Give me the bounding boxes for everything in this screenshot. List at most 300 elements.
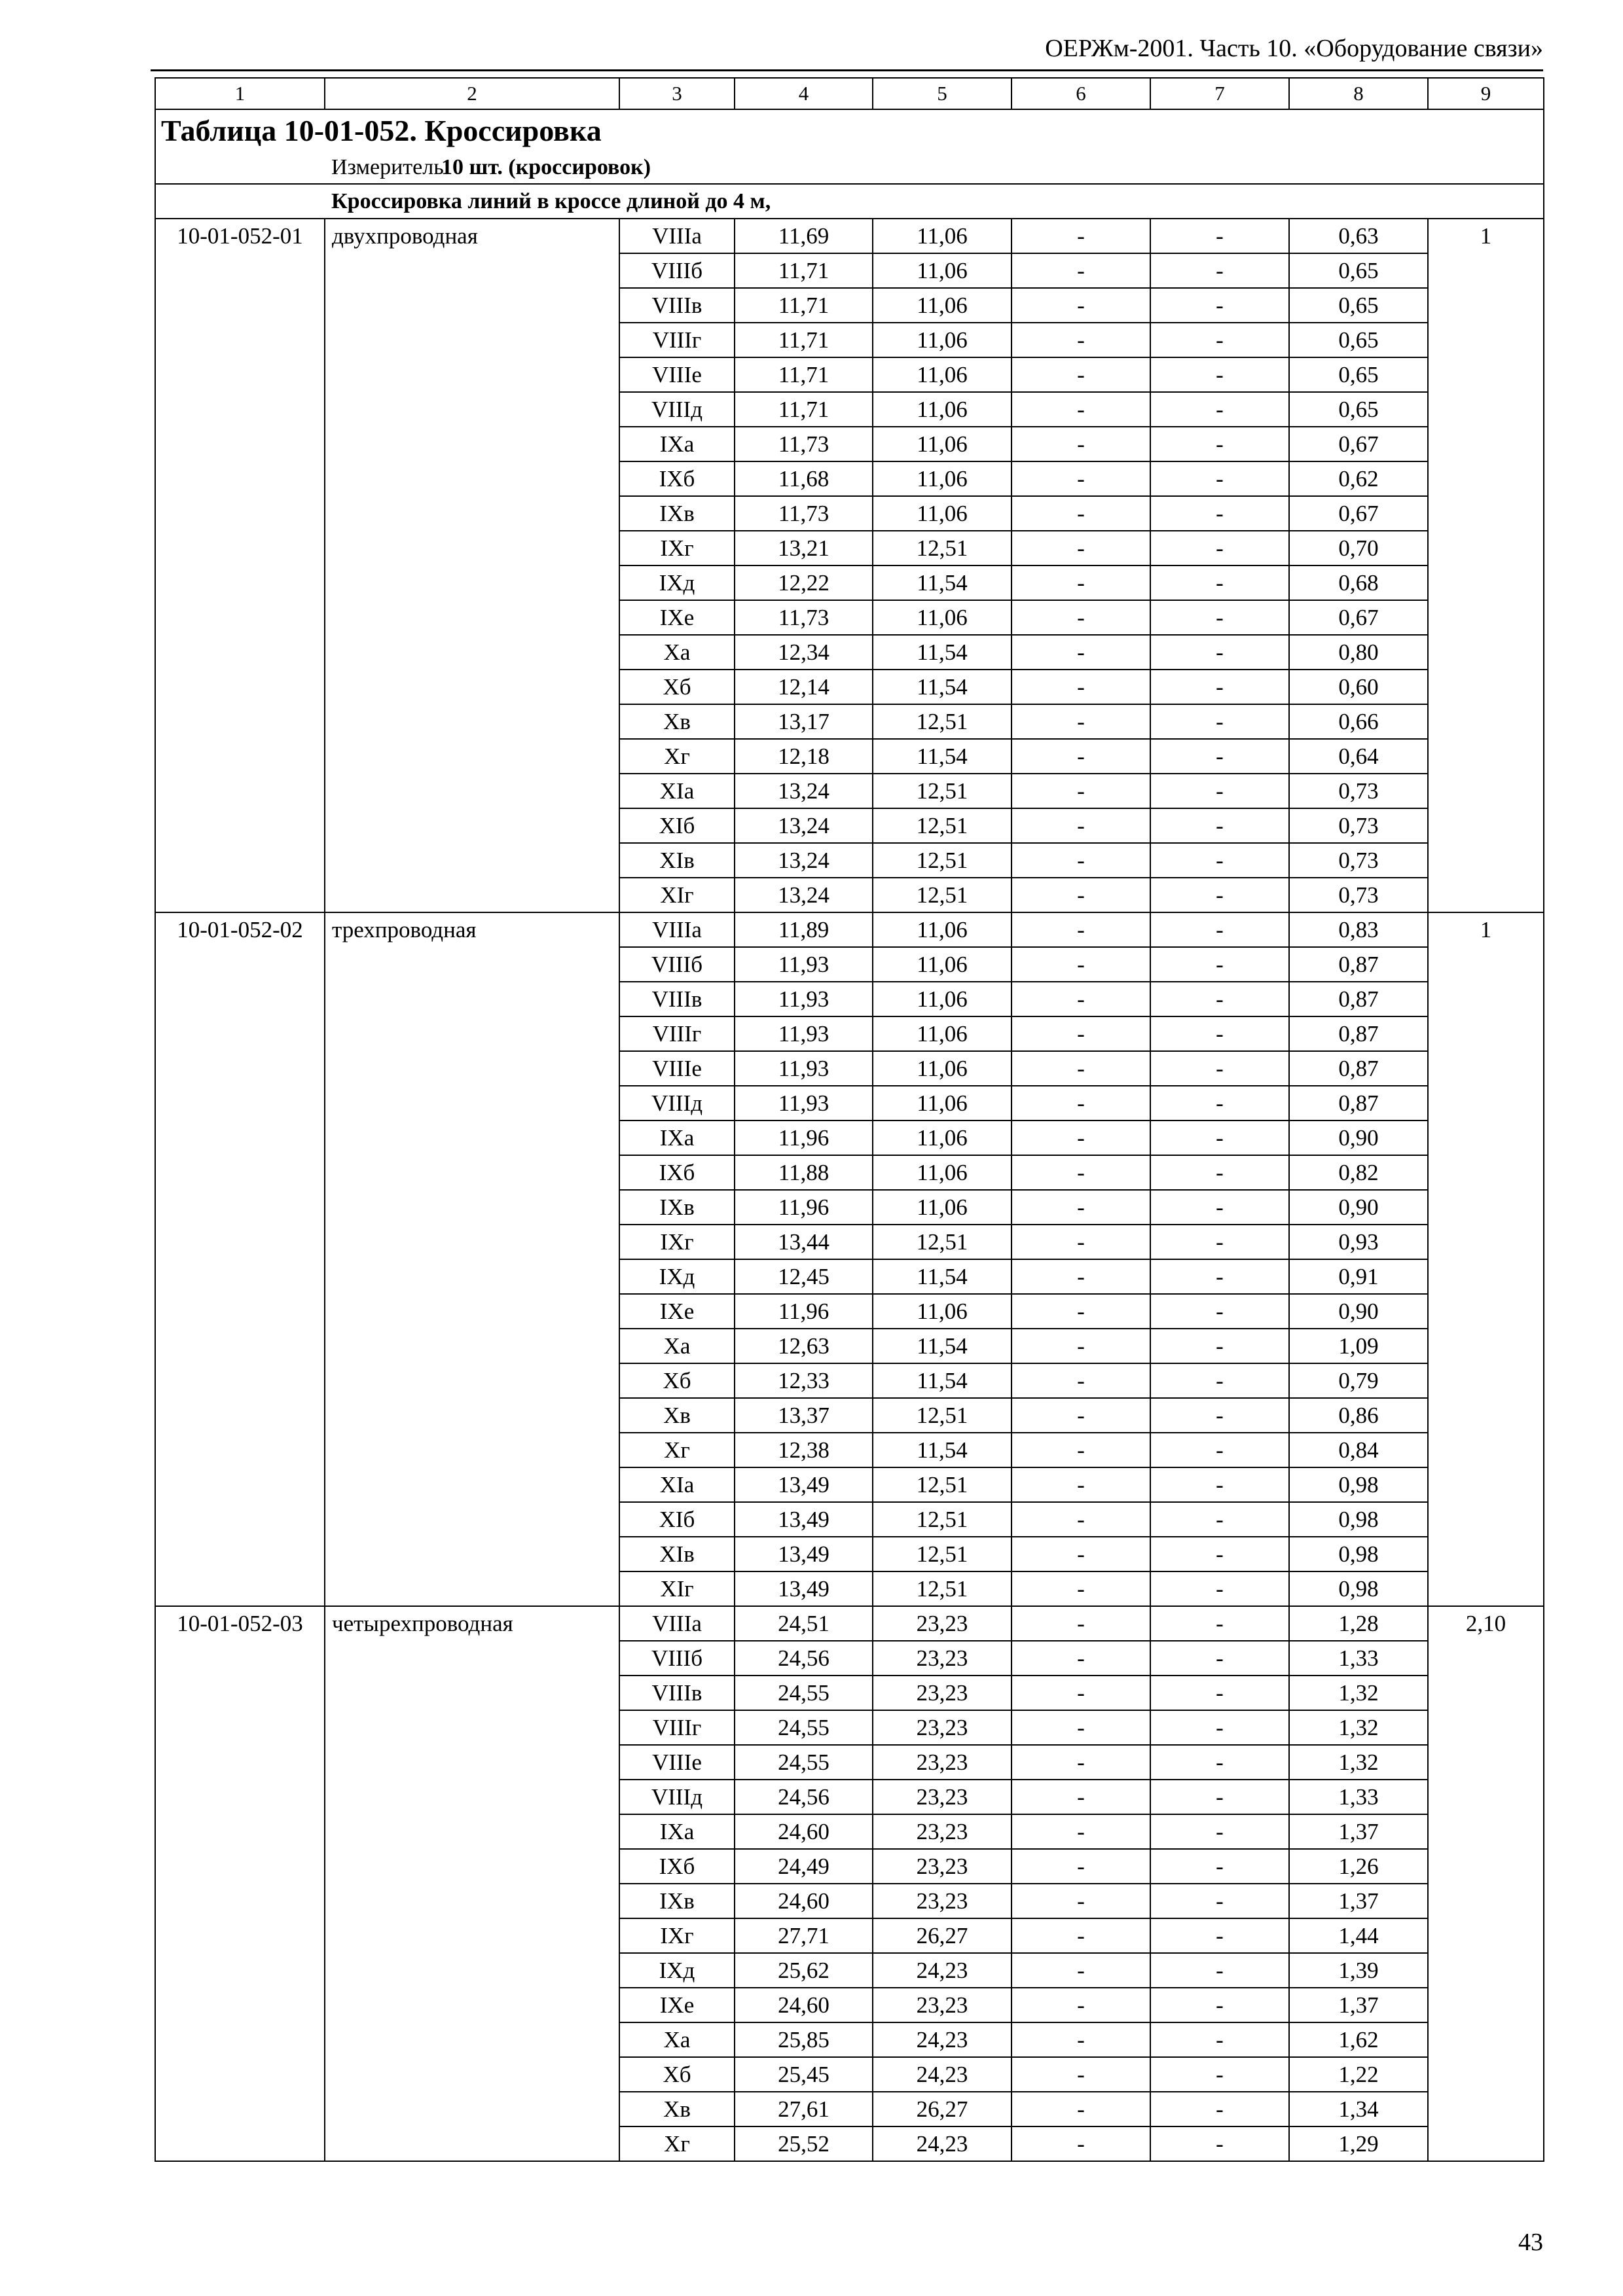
- value-col6: -: [1012, 253, 1150, 288]
- value-col7: -: [1150, 1016, 1289, 1051]
- value-col6: -: [1012, 357, 1150, 392]
- value-col8: 1,39: [1289, 1953, 1428, 1988]
- column-number: 6: [1012, 78, 1150, 109]
- item-name: двухпроводная: [325, 219, 619, 912]
- value-col8: 0,98: [1289, 1537, 1428, 1571]
- value-col7: -: [1150, 565, 1289, 600]
- value-col6: -: [1012, 1537, 1150, 1571]
- value-col6: -: [1012, 1502, 1150, 1537]
- value-col5: 11,06: [873, 219, 1012, 253]
- value-col8: 0,82: [1289, 1155, 1428, 1190]
- value-col7: -: [1150, 1953, 1289, 1988]
- value-col7: -: [1150, 1259, 1289, 1294]
- table-title: Таблица 10-01-052. Кроссировка: [155, 109, 1544, 152]
- value-col7: -: [1150, 843, 1289, 878]
- value-col8: 0,98: [1289, 1502, 1428, 1537]
- value-col7: -: [1150, 1398, 1289, 1433]
- value-col8: 0,87: [1289, 947, 1428, 982]
- category-cell: VIIIв: [619, 288, 735, 323]
- value-col6: -: [1012, 1086, 1150, 1121]
- value-col8: 1,37: [1289, 1988, 1428, 2022]
- value-col4: 13,49: [735, 1537, 873, 1571]
- value-col8: 0,65: [1289, 392, 1428, 427]
- value-col8: 1,37: [1289, 1814, 1428, 1849]
- value-col4: 25,52: [735, 2126, 873, 2161]
- value-col5: 12,51: [873, 808, 1012, 843]
- value-col4: 11,71: [735, 392, 873, 427]
- value-col8: 0,64: [1289, 739, 1428, 774]
- value-col8: 0,65: [1289, 323, 1428, 357]
- item-name: трехпроводная: [325, 912, 619, 1606]
- value-col6: -: [1012, 1849, 1150, 1884]
- value-col6: -: [1012, 1363, 1150, 1398]
- value-col5: 12,51: [873, 843, 1012, 878]
- value-col7: -: [1150, 1780, 1289, 1814]
- value-col8: 1,32: [1289, 1676, 1428, 1710]
- value-col9: 2,10: [1428, 1606, 1544, 2161]
- value-col7: -: [1150, 1121, 1289, 1155]
- category-cell: Xб: [619, 2057, 735, 2092]
- value-col8: 0,87: [1289, 1086, 1428, 1121]
- value-col6: -: [1012, 1329, 1150, 1363]
- value-col7: -: [1150, 704, 1289, 739]
- value-col4: 12,45: [735, 1259, 873, 1294]
- value-col7: -: [1150, 1329, 1289, 1363]
- value-col6: -: [1012, 2092, 1150, 2126]
- value-col7: -: [1150, 1155, 1289, 1190]
- table-row: [155, 1606, 1544, 1641]
- value-col7: -: [1150, 461, 1289, 496]
- value-col8: 0,87: [1289, 982, 1428, 1016]
- category-cell: VIIIе: [619, 1051, 735, 1086]
- value-col4: 11,89: [735, 912, 873, 947]
- value-col7: -: [1150, 1814, 1289, 1849]
- value-col7: -: [1150, 2126, 1289, 2161]
- value-col6: -: [1012, 461, 1150, 496]
- category-cell: VIIIа: [619, 912, 735, 947]
- unit-value: 10 шт. (кроссировок): [441, 155, 651, 179]
- value-col4: 11,93: [735, 1051, 873, 1086]
- category-cell: IXв: [619, 1190, 735, 1225]
- value-col7: -: [1150, 219, 1289, 253]
- column-number: 9: [1428, 78, 1544, 109]
- value-col7: -: [1150, 1225, 1289, 1259]
- value-col6: -: [1012, 565, 1150, 600]
- value-col5: 11,54: [873, 1329, 1012, 1363]
- value-col8: 0,90: [1289, 1294, 1428, 1329]
- value-col4: 13,24: [735, 808, 873, 843]
- value-col4: 11,73: [735, 427, 873, 461]
- item-name: четырехпроводная: [325, 1606, 619, 2161]
- value-col7: -: [1150, 1537, 1289, 1571]
- value-col7: -: [1150, 2092, 1289, 2126]
- category-cell: IXе: [619, 1988, 735, 2022]
- value-col8: 1,33: [1289, 1641, 1428, 1676]
- value-col6: -: [1012, 1051, 1150, 1086]
- value-col8: 0,83: [1289, 912, 1428, 947]
- category-cell: Xб: [619, 1363, 735, 1398]
- category-cell: IXб: [619, 461, 735, 496]
- value-col5: 11,06: [873, 392, 1012, 427]
- value-col7: -: [1150, 1086, 1289, 1121]
- category-cell: IXе: [619, 1294, 735, 1329]
- value-col5: 11,06: [873, 288, 1012, 323]
- value-col7: -: [1150, 982, 1289, 1016]
- value-col5: 23,23: [873, 1780, 1012, 1814]
- value-col4: 13,24: [735, 774, 873, 808]
- value-col5: 23,23: [873, 1676, 1012, 1710]
- value-col8: 0,70: [1289, 531, 1428, 565]
- value-col6: -: [1012, 912, 1150, 947]
- value-col7: -: [1150, 808, 1289, 843]
- value-col7: -: [1150, 1571, 1289, 1606]
- value-col8: 0,90: [1289, 1121, 1428, 1155]
- value-col4: 12,14: [735, 670, 873, 704]
- category-cell: IXе: [619, 600, 735, 635]
- unit-cell: [155, 152, 1544, 184]
- item-code: 10-01-052-03: [155, 1606, 325, 2161]
- value-col6: -: [1012, 392, 1150, 427]
- value-col8: 1,28: [1289, 1606, 1428, 1641]
- value-col6: -: [1012, 982, 1150, 1016]
- value-col5: 11,06: [873, 1190, 1012, 1225]
- value-col6: -: [1012, 1121, 1150, 1155]
- category-cell: Xг: [619, 739, 735, 774]
- value-col4: 12,34: [735, 635, 873, 670]
- unit-label: Измеритель:: [331, 155, 450, 179]
- value-col6: -: [1012, 774, 1150, 808]
- value-col7: -: [1150, 2022, 1289, 2057]
- value-col4: 11,68: [735, 461, 873, 496]
- value-col4: 24,51: [735, 1606, 873, 1641]
- value-col6: -: [1012, 1398, 1150, 1433]
- value-col7: -: [1150, 2057, 1289, 2092]
- value-col9: 1: [1428, 912, 1544, 1606]
- value-col6: -: [1012, 2022, 1150, 2057]
- value-col8: 0,79: [1289, 1363, 1428, 1398]
- value-col5: 11,06: [873, 427, 1012, 461]
- category-cell: VIIIа: [619, 1606, 735, 1641]
- value-col4: 25,45: [735, 2057, 873, 2092]
- category-cell: Xв: [619, 1398, 735, 1433]
- value-col6: -: [1012, 1294, 1150, 1329]
- value-col6: -: [1012, 1953, 1150, 1988]
- category-cell: VIIIг: [619, 1710, 735, 1745]
- column-number: 3: [619, 78, 735, 109]
- value-col8: 0,62: [1289, 461, 1428, 496]
- value-col7: -: [1150, 288, 1289, 323]
- category-cell: XIа: [619, 774, 735, 808]
- value-col4: 11,96: [735, 1294, 873, 1329]
- value-col6: -: [1012, 808, 1150, 843]
- value-col6: -: [1012, 947, 1150, 982]
- value-col7: -: [1150, 1606, 1289, 1641]
- value-col4: 24,56: [735, 1780, 873, 1814]
- value-col5: 23,23: [873, 1988, 1012, 2022]
- value-col6: -: [1012, 1745, 1150, 1780]
- value-col8: 0,65: [1289, 288, 1428, 323]
- value-col4: 24,60: [735, 1988, 873, 2022]
- running-header: ОЕРЖм-2001. Часть 10. «Оборудование связи»: [1045, 35, 1543, 62]
- value-col8: 0,67: [1289, 427, 1428, 461]
- category-cell: IXд: [619, 1259, 735, 1294]
- value-col5: 11,54: [873, 739, 1012, 774]
- value-col8: 0,98: [1289, 1571, 1428, 1606]
- value-col7: -: [1150, 635, 1289, 670]
- value-col4: 11,96: [735, 1121, 873, 1155]
- value-col7: -: [1150, 1641, 1289, 1676]
- value-col8: 1,34: [1289, 2092, 1428, 2126]
- value-col8: 0,80: [1289, 635, 1428, 670]
- value-col7: -: [1150, 1884, 1289, 1918]
- value-col7: -: [1150, 739, 1289, 774]
- value-col6: -: [1012, 1571, 1150, 1606]
- value-col4: 11,88: [735, 1155, 873, 1190]
- value-col8: 0,66: [1289, 704, 1428, 739]
- category-cell: Xв: [619, 2092, 735, 2126]
- value-col4: 24,60: [735, 1814, 873, 1849]
- value-col4: 27,61: [735, 2092, 873, 2126]
- value-col5: 24,23: [873, 1953, 1012, 1988]
- value-col7: -: [1150, 1849, 1289, 1884]
- value-col6: -: [1012, 427, 1150, 461]
- value-col8: 1,32: [1289, 1745, 1428, 1780]
- value-col5: 11,54: [873, 565, 1012, 600]
- category-cell: IXг: [619, 1918, 735, 1953]
- value-col5: 12,51: [873, 1537, 1012, 1571]
- value-col4: 12,63: [735, 1329, 873, 1363]
- value-col6: -: [1012, 670, 1150, 704]
- value-col4: 13,24: [735, 878, 873, 912]
- value-col5: 11,06: [873, 1086, 1012, 1121]
- value-col5: 11,54: [873, 1363, 1012, 1398]
- value-col5: 24,23: [873, 2022, 1012, 2057]
- value-col6: -: [1012, 878, 1150, 912]
- value-col4: 24,49: [735, 1849, 873, 1884]
- value-col4: 11,96: [735, 1190, 873, 1225]
- value-col6: -: [1012, 1225, 1150, 1259]
- value-col7: -: [1150, 1294, 1289, 1329]
- category-cell: XIб: [619, 808, 735, 843]
- value-col8: 0,65: [1289, 253, 1428, 288]
- category-cell: XIб: [619, 1502, 735, 1537]
- value-col7: -: [1150, 774, 1289, 808]
- value-col4: 24,56: [735, 1641, 873, 1676]
- value-col5: 12,51: [873, 774, 1012, 808]
- value-col5: 11,06: [873, 982, 1012, 1016]
- category-cell: VIIIд: [619, 1780, 735, 1814]
- value-col4: 11,93: [735, 982, 873, 1016]
- category-cell: VIIIб: [619, 947, 735, 982]
- value-col5: 11,06: [873, 1121, 1012, 1155]
- category-cell: Xб: [619, 670, 735, 704]
- value-col4: 13,24: [735, 843, 873, 878]
- value-col6: -: [1012, 288, 1150, 323]
- category-cell: Xг: [619, 1433, 735, 1467]
- value-col7: -: [1150, 878, 1289, 912]
- value-col7: -: [1150, 496, 1289, 531]
- value-col8: 0,84: [1289, 1433, 1428, 1467]
- value-col6: -: [1012, 1433, 1150, 1467]
- category-cell: VIIIд: [619, 1086, 735, 1121]
- value-col5: 12,51: [873, 878, 1012, 912]
- category-cell: IXг: [619, 1225, 735, 1259]
- value-col5: 12,51: [873, 1467, 1012, 1502]
- category-cell: VIIIг: [619, 1016, 735, 1051]
- value-col8: 0,73: [1289, 808, 1428, 843]
- value-col5: 23,23: [873, 1849, 1012, 1884]
- value-col5: 11,06: [873, 947, 1012, 982]
- value-col5: 23,23: [873, 1745, 1012, 1780]
- value-col7: -: [1150, 1502, 1289, 1537]
- value-col5: 12,51: [873, 1571, 1012, 1606]
- value-col8: 0,91: [1289, 1259, 1428, 1294]
- value-col4: 11,71: [735, 323, 873, 357]
- category-cell: Xг: [619, 2126, 735, 2161]
- value-col4: 11,71: [735, 253, 873, 288]
- value-col4: 11,73: [735, 600, 873, 635]
- value-col5: 11,06: [873, 253, 1012, 288]
- value-col7: -: [1150, 1190, 1289, 1225]
- value-col4: 11,69: [735, 219, 873, 253]
- value-col4: 13,49: [735, 1571, 873, 1606]
- column-number: 4: [735, 78, 873, 109]
- category-cell: XIв: [619, 1537, 735, 1571]
- value-col5: 11,54: [873, 1433, 1012, 1467]
- value-col8: 0,67: [1289, 600, 1428, 635]
- value-col5: 11,06: [873, 1051, 1012, 1086]
- value-col4: 11,71: [735, 357, 873, 392]
- value-col6: -: [1012, 1780, 1150, 1814]
- category-cell: IXд: [619, 1953, 735, 1988]
- value-col7: -: [1150, 912, 1289, 947]
- value-col6: -: [1012, 1710, 1150, 1745]
- table-body: [155, 78, 1544, 2161]
- category-cell: VIIIб: [619, 1641, 735, 1676]
- value-col8: 1,44: [1289, 1918, 1428, 1953]
- value-col5: 11,06: [873, 461, 1012, 496]
- value-col4: 13,49: [735, 1502, 873, 1537]
- value-col6: -: [1012, 739, 1150, 774]
- category-cell: Xа: [619, 635, 735, 670]
- value-col6: -: [1012, 1016, 1150, 1051]
- value-col5: 26,27: [873, 1918, 1012, 1953]
- value-col6: -: [1012, 1155, 1150, 1190]
- table-row: [155, 219, 1544, 253]
- value-col5: 11,54: [873, 635, 1012, 670]
- value-col7: -: [1150, 1710, 1289, 1745]
- value-col7: -: [1150, 357, 1289, 392]
- value-col6: -: [1012, 1259, 1150, 1294]
- value-col7: -: [1150, 531, 1289, 565]
- value-col5: 11,06: [873, 600, 1012, 635]
- value-col8: 0,98: [1289, 1467, 1428, 1502]
- value-col4: 12,18: [735, 739, 873, 774]
- value-col4: 25,85: [735, 2022, 873, 2057]
- category-cell: Xа: [619, 2022, 735, 2057]
- value-col4: 12,38: [735, 1433, 873, 1467]
- value-col5: 11,06: [873, 496, 1012, 531]
- value-col8: 1,09: [1289, 1329, 1428, 1363]
- value-col8: 0,68: [1289, 565, 1428, 600]
- value-col6: -: [1012, 1467, 1150, 1502]
- category-cell: XIв: [619, 843, 735, 878]
- value-col6: -: [1012, 1814, 1150, 1849]
- value-col7: -: [1150, 253, 1289, 288]
- value-col7: -: [1150, 1918, 1289, 1953]
- column-number: 5: [873, 78, 1012, 109]
- category-cell: IXд: [619, 565, 735, 600]
- category-cell: VIIIд: [619, 392, 735, 427]
- category-cell: IXа: [619, 1121, 735, 1155]
- category-cell: VIIIг: [619, 323, 735, 357]
- value-col8: 1,29: [1289, 2126, 1428, 2161]
- value-col4: 13,21: [735, 531, 873, 565]
- value-col5: 11,54: [873, 1259, 1012, 1294]
- value-col4: 11,93: [735, 947, 873, 982]
- value-col6: -: [1012, 1676, 1150, 1710]
- value-col4: 13,49: [735, 1467, 873, 1502]
- value-col6: -: [1012, 1190, 1150, 1225]
- value-col5: 23,23: [873, 1884, 1012, 1918]
- value-col5: 12,51: [873, 1502, 1012, 1537]
- value-col5: 12,51: [873, 1225, 1012, 1259]
- value-col5: 23,23: [873, 1641, 1012, 1676]
- value-col8: 1,26: [1289, 1849, 1428, 1884]
- value-col7: -: [1150, 1467, 1289, 1502]
- value-col7: -: [1150, 323, 1289, 357]
- value-col8: 1,22: [1289, 2057, 1428, 2092]
- value-col7: -: [1150, 1676, 1289, 1710]
- value-col5: 11,06: [873, 912, 1012, 947]
- value-col5: 11,06: [873, 1294, 1012, 1329]
- unit-row: [155, 152, 1544, 184]
- item-code: 10-01-052-02: [155, 912, 325, 1606]
- value-col6: -: [1012, 1988, 1150, 2022]
- value-col5: 12,51: [873, 1398, 1012, 1433]
- page-number: 43: [1518, 2229, 1543, 2256]
- value-col5: 11,54: [873, 670, 1012, 704]
- category-cell: IXв: [619, 1884, 735, 1918]
- value-col7: -: [1150, 392, 1289, 427]
- value-col6: -: [1012, 843, 1150, 878]
- value-col5: 12,51: [873, 704, 1012, 739]
- value-col8: 0,73: [1289, 774, 1428, 808]
- column-number: 2: [325, 78, 619, 109]
- category-cell: VIIIе: [619, 1745, 735, 1780]
- value-col7: -: [1150, 600, 1289, 635]
- value-col7: -: [1150, 670, 1289, 704]
- value-col4: 11,93: [735, 1086, 873, 1121]
- value-col5: 24,23: [873, 2057, 1012, 2092]
- value-col8: 0,65: [1289, 357, 1428, 392]
- value-col6: -: [1012, 1918, 1150, 1953]
- value-col7: -: [1150, 947, 1289, 982]
- column-number: 8: [1289, 78, 1428, 109]
- value-col4: 12,22: [735, 565, 873, 600]
- value-col4: 24,55: [735, 1676, 873, 1710]
- value-col4: 27,71: [735, 1918, 873, 1953]
- value-col8: 0,90: [1289, 1190, 1428, 1225]
- value-col5: 23,23: [873, 1710, 1012, 1745]
- value-col7: -: [1150, 1745, 1289, 1780]
- category-cell: IXа: [619, 1814, 735, 1849]
- table-row: [155, 912, 1544, 947]
- estimate-table: [155, 77, 1544, 2162]
- column-number: 7: [1150, 78, 1289, 109]
- category-cell: VIIIа: [619, 219, 735, 253]
- value-col8: 1,62: [1289, 2022, 1428, 2057]
